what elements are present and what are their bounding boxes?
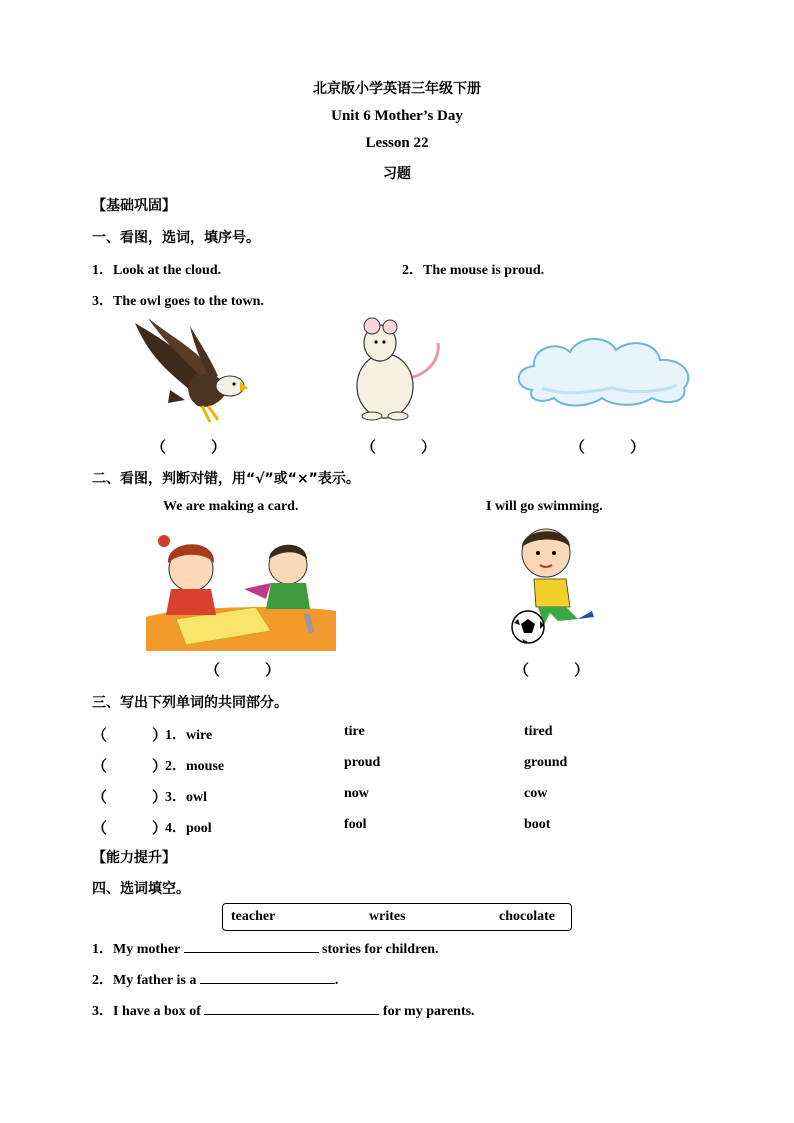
word-row-4-item-1: 4．pool [165, 821, 212, 836]
word-bank-box [222, 903, 572, 931]
fill-question-3 [92, 1000, 475, 1020]
word-row-4-item-2: fool [344, 817, 367, 832]
answer-blank[interactable] [200, 969, 335, 984]
word-row-2-item-2: proud [344, 755, 381, 770]
answer-paren[interactable]: （ ） [514, 663, 590, 679]
question-1-start: 1．My mother [92, 942, 180, 957]
word-row-4-item-3: boot [524, 817, 551, 832]
answer-paren[interactable]: （ ） [151, 440, 227, 456]
boy-soccer-image [506, 525, 598, 647]
word-row-1-item-1: 1．wire [165, 728, 213, 743]
kids-making-card-image [146, 527, 336, 651]
exercise-subtitle: 习题 [383, 166, 411, 182]
fill-question-1 [92, 938, 439, 958]
part2-heading: 二、看图，判断对错，用“√”或“×”表示。 [92, 471, 360, 487]
fill-question-2 [92, 969, 338, 989]
word-row-1-item-3: tired [524, 724, 553, 739]
answer-paren[interactable]: （ ） [205, 663, 281, 679]
question-1-end: stories for children. [322, 942, 439, 957]
cloud-image [512, 330, 697, 410]
part2-caption-2: I will go swimming. [486, 499, 603, 514]
answer-paren[interactable]: （ ） [92, 759, 168, 775]
section-advanced-heading: 【能力提升】 [92, 850, 176, 866]
question-3-start: 3．I have a box of [92, 1004, 201, 1019]
eagle-image [130, 318, 250, 428]
lesson-title: Lesson 22 [365, 135, 429, 151]
part1-sentence-3: 3．The owl goes to the town. [92, 294, 264, 309]
question-2-end: . [334, 973, 339, 988]
word-row-1-item-2: tire [344, 724, 365, 739]
part2-caption-1: We are making a card. [163, 499, 299, 514]
unit-title: Unit 6 Mother’s Day [331, 108, 463, 124]
word-row-3-item-3: cow [524, 786, 548, 801]
word-row-2-item-3: ground [524, 755, 568, 770]
part4-heading: 四、选词填空。 [92, 881, 190, 897]
part1-heading: 一、看图，选词，填序号。 [92, 230, 260, 246]
part3-heading: 三、写出下列单词的共同部分。 [92, 695, 288, 711]
answer-paren[interactable]: （ ） [92, 821, 168, 837]
part1-sentence-1: 1．Look at the cloud. [92, 263, 222, 278]
word-row-2-item-1: 2．mouse [165, 759, 225, 774]
answer-paren[interactable]: （ ） [361, 440, 437, 456]
answer-paren[interactable]: （ ） [92, 728, 168, 744]
word-bank-item: teacher [231, 909, 276, 924]
answer-paren[interactable]: （ ） [570, 440, 646, 456]
answer-paren[interactable]: （ ） [92, 790, 168, 806]
part1-sentence-2: 2．The mouse is proud. [402, 263, 545, 278]
book-title: 北京版小学英语三年级下册 [313, 81, 481, 97]
question-2-start: 2．My father is a [92, 973, 197, 988]
section-basic-heading: 【基础巩固】 [92, 198, 176, 214]
word-row-3-item-1: 3．owl [165, 790, 207, 805]
word-bank-item: chocolate [499, 909, 555, 924]
mouse-image [350, 318, 445, 423]
question-3-end: for my parents. [382, 1004, 475, 1019]
answer-blank[interactable] [204, 1000, 379, 1015]
word-bank-item: writes [369, 909, 406, 924]
word-row-3-item-2: now [344, 786, 369, 801]
answer-blank[interactable] [184, 938, 319, 953]
